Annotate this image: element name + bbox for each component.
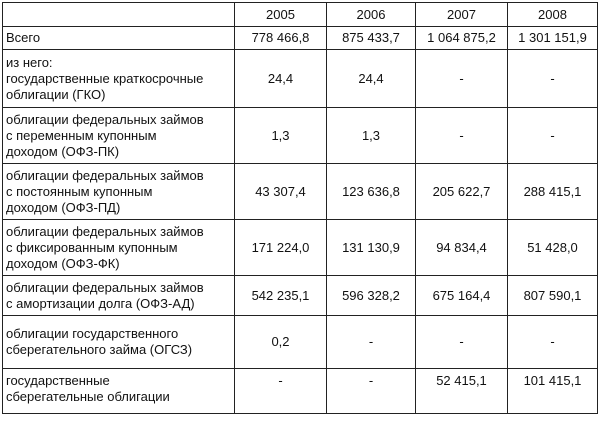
cell-2008: 807 590,1 (508, 276, 598, 316)
cell-2008: 51 428,0 (508, 220, 598, 276)
row-label-line: облигации государственного (6, 326, 179, 341)
cell-2005: 0,2 (235, 316, 327, 369)
cell-2007: 1 064 875,2 (416, 27, 508, 50)
cell-2007: - (416, 316, 508, 369)
cell-2006: - (327, 369, 416, 414)
row-label-line: с переменным купонным (6, 127, 157, 143)
cell-2008: - (508, 50, 598, 108)
row-label (3, 108, 235, 164)
row-label-line: с фиксированным купонным (6, 239, 178, 255)
row-label-line: из него: (6, 54, 53, 70)
row-label (3, 50, 235, 108)
row-label-line: сберегательного займа (ОГСЗ) (6, 342, 193, 357)
table-row-ofz-ad (3, 276, 598, 316)
bond-table (2, 2, 598, 414)
row-label-line: облигации федеральных займов (6, 223, 204, 239)
cell-2005: 43 307,4 (235, 164, 327, 220)
cell-2007: 675 164,4 (416, 276, 508, 316)
row-label (3, 27, 235, 50)
header-corner-cell (3, 3, 235, 27)
row-label-line: государственные краткосрочные (6, 70, 204, 86)
table-row-ofz-pd (3, 164, 598, 220)
row-label-line: с амортизации долга (ОФЗ-АД) (6, 295, 195, 311)
table-row-gko (3, 50, 598, 108)
table-row-total (3, 27, 598, 50)
table-row-ofz-pk (3, 108, 598, 164)
cell-2008: 288 415,1 (508, 164, 598, 220)
cell-2007: 205 622,7 (416, 164, 508, 220)
cell-2005: 778 466,8 (235, 27, 327, 50)
cell-2006: - (327, 316, 416, 369)
table-row-savings-bonds (3, 369, 598, 414)
row-label-line: облигации федеральных займов (6, 167, 204, 183)
row-label-line: Всего (6, 30, 41, 45)
cell-2008: - (508, 316, 598, 369)
cell-2005: 171 224,0 (235, 220, 327, 276)
cell-2005: - (235, 369, 327, 414)
row-label-line: облигации (ГКО) (6, 86, 106, 102)
header-year-2007: 2007 (416, 3, 508, 27)
row-label-line: облигации федеральных займов (6, 279, 204, 295)
cell-2006: 123 636,8 (327, 164, 416, 220)
row-label (3, 369, 235, 414)
row-label-line: доходом (ОФЗ-ФК) (6, 255, 120, 271)
row-label (3, 164, 235, 220)
cell-2008: - (508, 108, 598, 164)
cell-2008: 1 301 151,9 (508, 27, 598, 50)
table-row-ofz-fk (3, 220, 598, 276)
row-label (3, 220, 235, 276)
page (0, 2, 600, 436)
header-year-2005: 2005 (235, 3, 327, 27)
header-row (3, 3, 598, 27)
row-label (3, 316, 235, 369)
header-year-2006: 2006 (327, 3, 416, 27)
cell-2007: - (416, 108, 508, 164)
cell-2007: 52 415,1 (416, 369, 508, 414)
cell-2006: 596 328,2 (327, 276, 416, 316)
cell-2007: - (416, 50, 508, 108)
table-row-ogsz (3, 316, 598, 369)
cell-2006: 24,4 (327, 50, 416, 108)
row-label (3, 276, 235, 316)
header-year-2008: 2008 (508, 3, 598, 27)
row-label-line: с постоянным купонным (6, 183, 153, 199)
row-label-line: государственные (6, 373, 110, 388)
cell-2006: 875 433,7 (327, 27, 416, 50)
row-label-line: облигации федеральных займов (6, 111, 204, 127)
row-label-line: сберегательные облигации (6, 389, 170, 404)
row-label-line: доходом (ОФЗ-ПК) (6, 143, 120, 159)
cell-2005: 24,4 (235, 50, 327, 108)
cell-2006: 1,3 (327, 108, 416, 164)
cell-2008: 101 415,1 (508, 369, 598, 414)
cell-2006: 131 130,9 (327, 220, 416, 276)
row-label-line: доходом (ОФЗ-ПД) (6, 199, 121, 215)
cell-2005: 542 235,1 (235, 276, 327, 316)
cell-2007: 94 834,4 (416, 220, 508, 276)
cell-2005: 1,3 (235, 108, 327, 164)
